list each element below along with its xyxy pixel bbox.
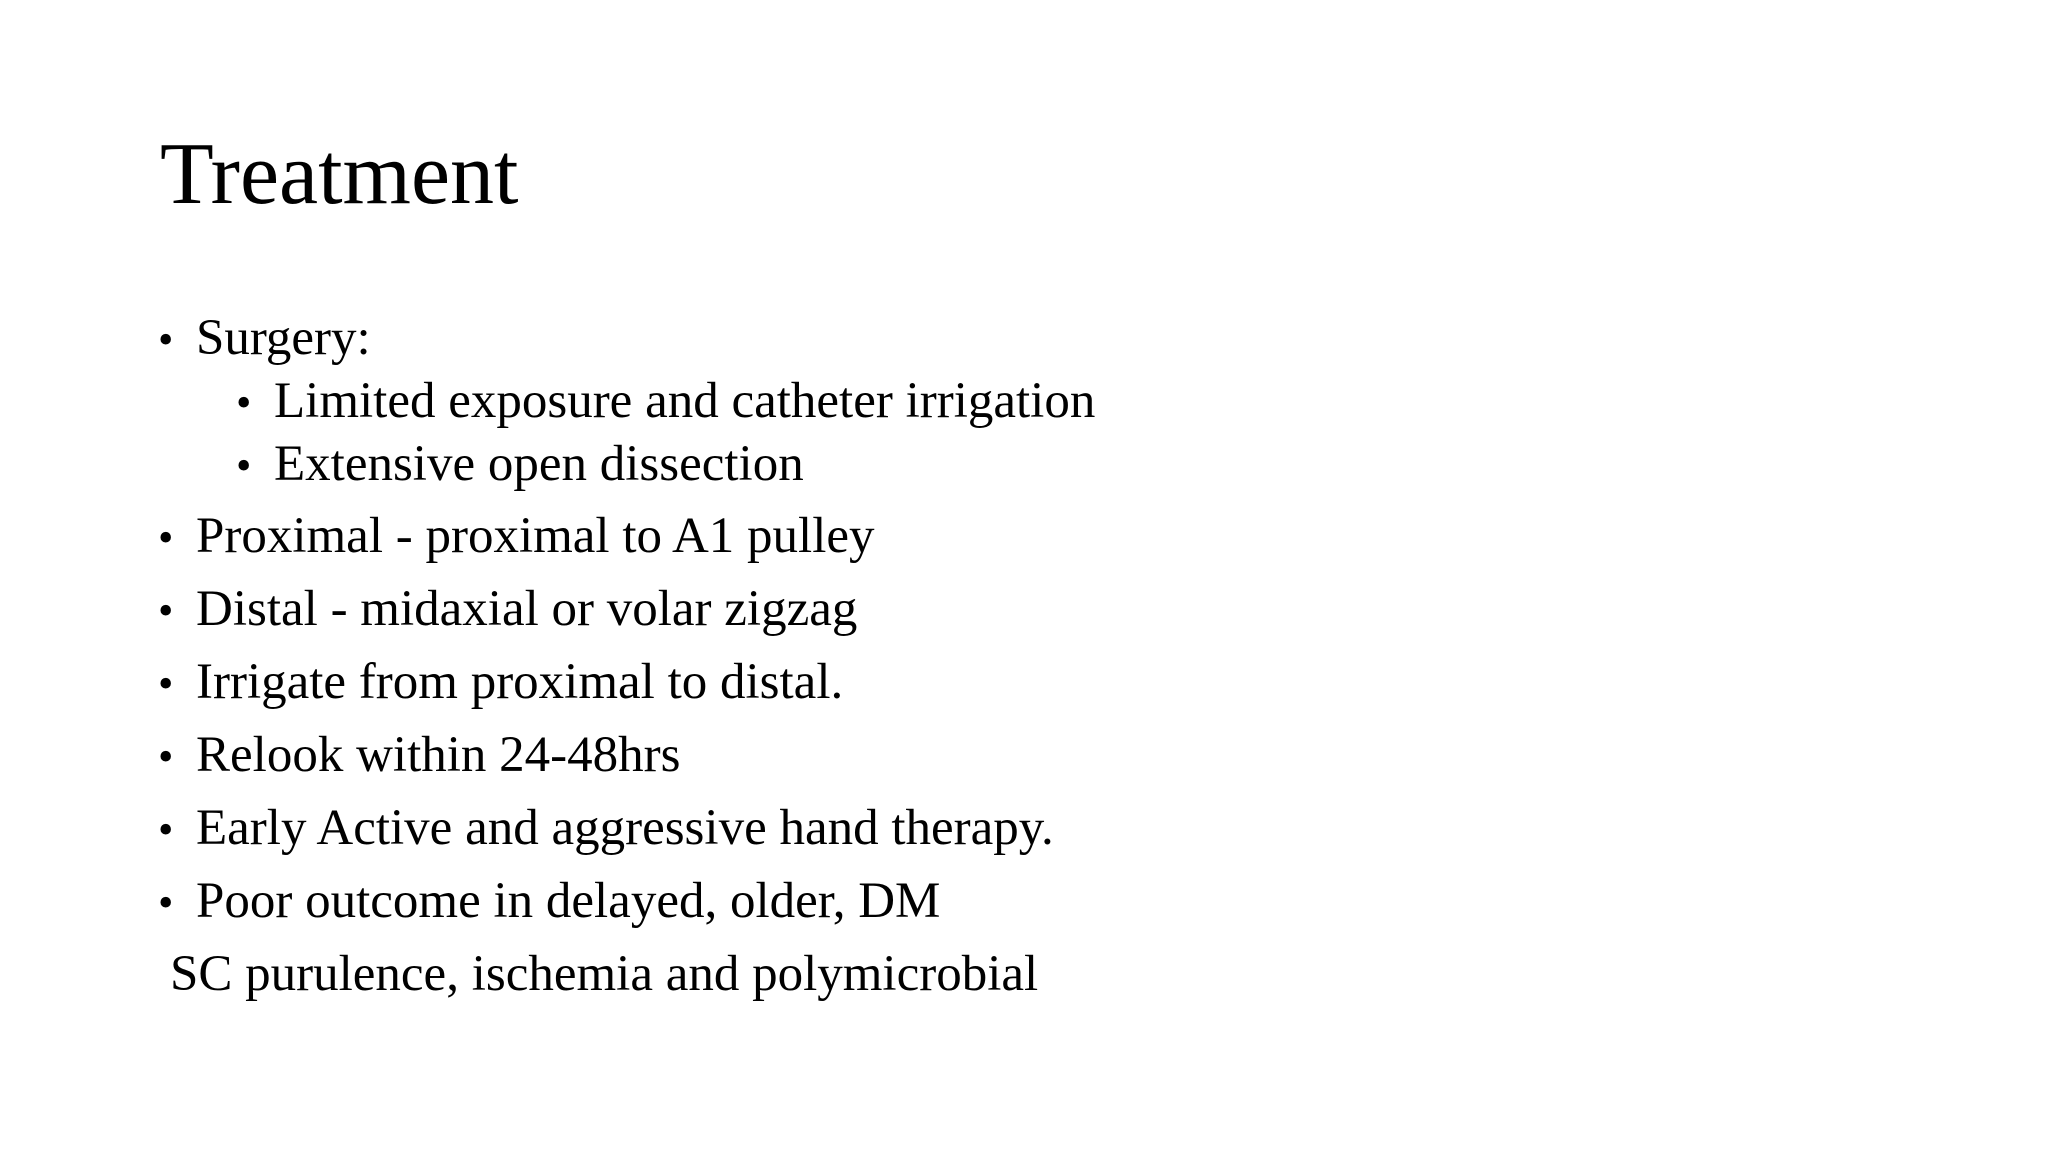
bullet-text: Surgery: [196, 310, 371, 366]
bullet-text: Relook within 24-48hrs [196, 727, 681, 783]
bullet-dot: • [236, 378, 252, 427]
bullet-item [158, 723, 680, 789]
slide-title: Treatment [160, 126, 519, 223]
bullet-item [158, 577, 857, 643]
continuation-line [170, 942, 1038, 1006]
bullet-dot: • [158, 732, 174, 781]
sub-bullet-item [236, 369, 1095, 435]
bullet-item [158, 796, 1054, 862]
bullet-text: Extensive open dissection [274, 436, 804, 492]
bullet-item [158, 504, 875, 570]
bullet-text: Irrigate from proximal to distal. [196, 654, 844, 710]
bullet-text: Limited exposure and catheter irrigation [274, 373, 1096, 429]
bullet-text: Proximal - proximal to A1 pulley [196, 508, 875, 564]
bullet-text: Early Active and aggressive hand therapy. [196, 800, 1054, 856]
bullet-dot: • [158, 513, 174, 562]
bullet-text: Distal - midaxial or volar zigzag [196, 581, 858, 637]
sub-bullet-item [236, 432, 804, 498]
bullet-text: SC purulence, ischemia and polymicrobial [170, 946, 1039, 1002]
bullet-dot: • [158, 315, 174, 364]
bullet-item [158, 869, 940, 935]
bullet-dot: • [158, 878, 174, 927]
bullet-list [158, 0, 1858, 1152]
bullet-text: Poor outcome in delayed, older, DM [196, 873, 941, 929]
bullet-dot: • [158, 586, 174, 635]
bullet-dot: • [236, 441, 252, 490]
bullet-item [158, 650, 843, 716]
bullet-dot: • [158, 659, 174, 708]
bullet-item [158, 306, 371, 372]
bullet-dot: • [158, 805, 174, 854]
